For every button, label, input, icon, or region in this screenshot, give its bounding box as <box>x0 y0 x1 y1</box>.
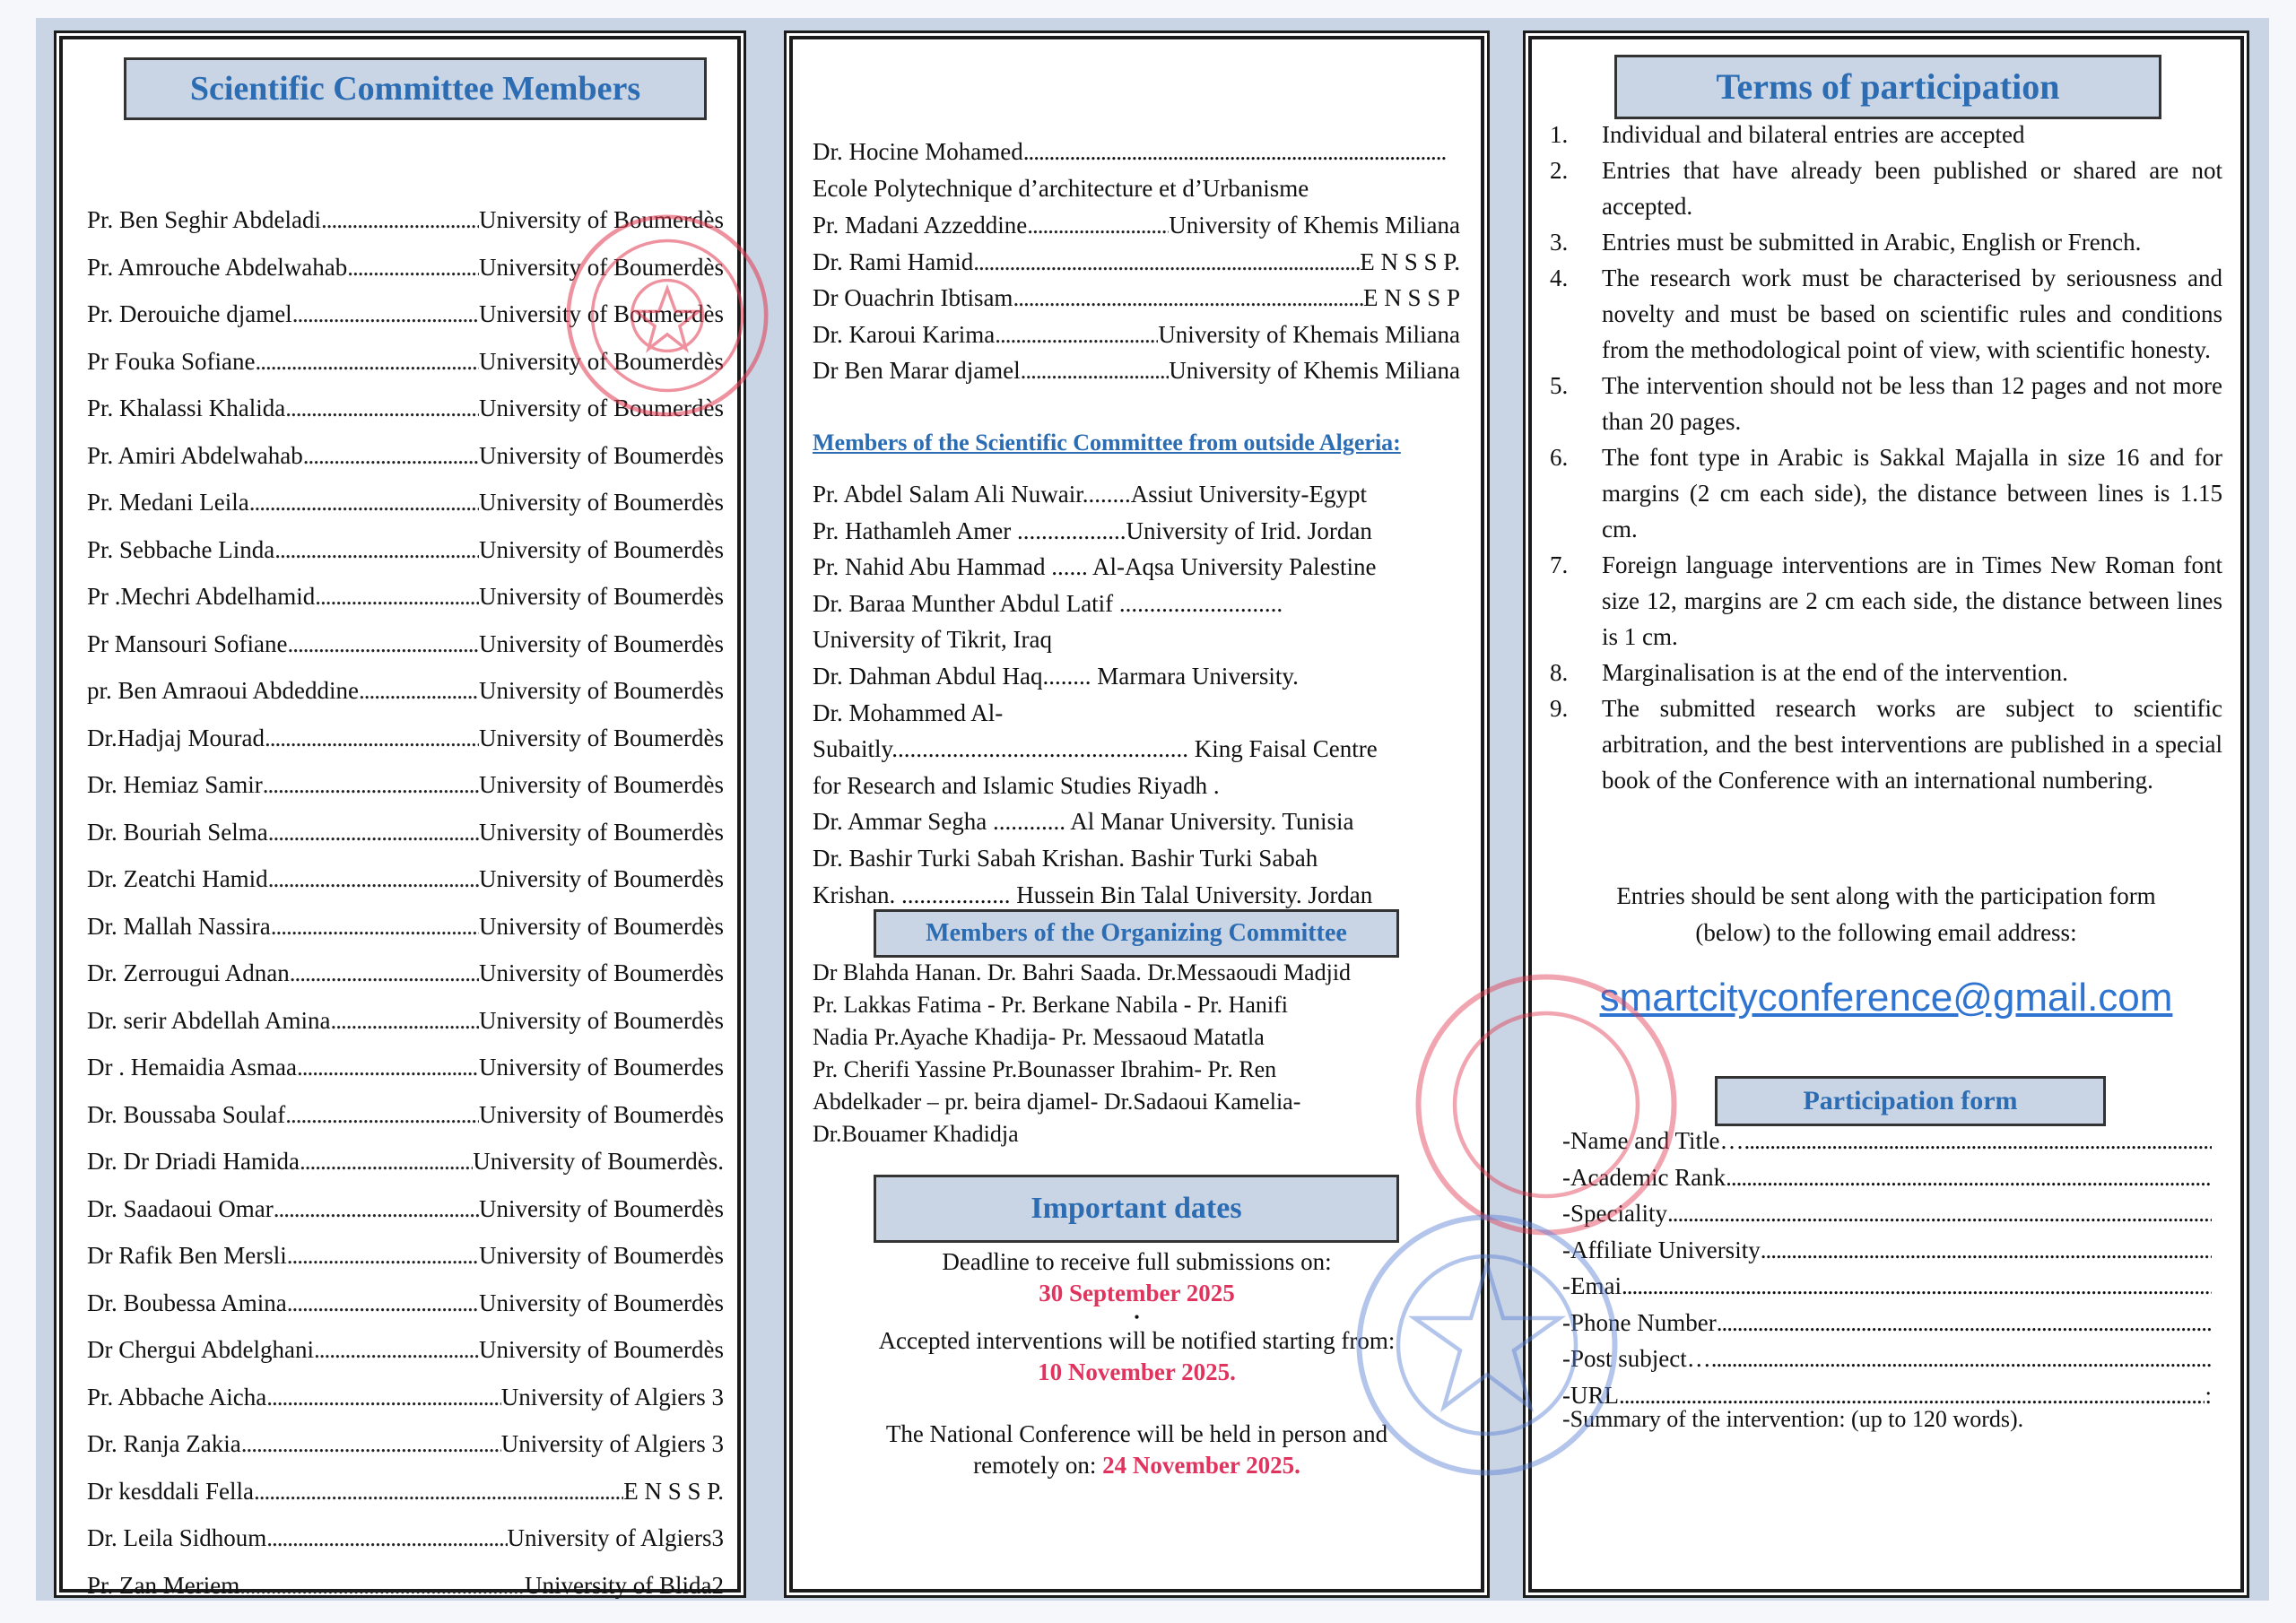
member-affiliation: University of Boumerdès <box>479 959 724 986</box>
member-affiliation: University of Boumerdès. <box>473 1148 724 1175</box>
member-name: Dr Ouachrin Ibtisam <box>813 284 1013 311</box>
member-name: Dr Rafik Ben Mersli <box>87 1242 287 1269</box>
member-name: Dr Chergui Abdelghani <box>87 1336 314 1363</box>
member-affiliation: University of Boumerdès <box>479 489 724 516</box>
form-field-blank[interactable] <box>1744 1123 2213 1159</box>
member-affiliation: University of Boumerdès <box>479 629 724 657</box>
member-name: Dr. Saadaoui Omar <box>87 1194 274 1222</box>
conference-date: 24 November 2025. <box>1102 1452 1300 1479</box>
member-affiliation: University of Boumerdès <box>479 912 724 940</box>
dot-leader <box>265 723 479 753</box>
member-name: Pr Fouka Sofiane <box>87 347 256 375</box>
member-row <box>87 1382 724 1412</box>
outside-member-line: Dr. Mohammed Al- <box>813 699 1004 726</box>
member-row <box>87 864 724 894</box>
entries-note <box>1532 881 2240 949</box>
term-text: The font type in Arabic is Sakkal Majalla in size 16 and for margins (2 cm each side), the distance between lines is 1.15 cm. <box>1602 444 2222 542</box>
member-name: Pr. Khalassi Khalida <box>87 395 286 421</box>
dot-leader <box>241 1428 501 1459</box>
member-affiliation: University of Boumerdes <box>479 1054 724 1081</box>
dot-leader <box>321 204 479 235</box>
form-field-label: -Phone Number <box>1562 1308 1717 1336</box>
dot-leader <box>292 299 479 329</box>
dot-leader <box>995 319 1158 350</box>
form-field-blank[interactable] <box>1711 1341 2212 1376</box>
member-name: Dr. Boussaba Soulaf <box>87 1100 286 1128</box>
term-text: Foreign language interventions are in Times New Roman font size 12, margins are 2 cm each side, the distance between lines is 1 cm. <box>1602 551 2222 650</box>
member-affiliation: University of Boumerdès <box>479 1194 724 1222</box>
dot-leader <box>290 958 479 988</box>
organizing-member-line: Pr. Cherifi Yassine Pr.Bounasser Ibrahim- Pr. Ren <box>813 1056 1277 1082</box>
term-number: 1. <box>1550 121 1569 148</box>
member-name: Pr .Mechri Abdelhamid <box>87 583 316 610</box>
term-item <box>1550 655 2222 690</box>
form-field-blank[interactable] <box>1667 1195 2212 1231</box>
member-affiliation: University of Boumerdès <box>479 818 724 846</box>
notify-date: 10 November 2025. <box>1038 1358 1236 1385</box>
dot-leader <box>1013 282 1363 313</box>
member-affiliation: University of Boumerdès <box>479 1289 724 1316</box>
term-item <box>1550 152 2222 224</box>
outside-member-line: Subaitly................................................. King Faisal Centre <box>813 735 1378 763</box>
member-row <box>87 1428 724 1459</box>
member-row <box>87 723 724 753</box>
member-row <box>87 817 724 847</box>
member-row <box>87 1240 724 1271</box>
organizing-member-line: Dr.Bouamer Khadidja <box>813 1121 1019 1147</box>
dot-leader <box>285 1099 479 1130</box>
organizing-member-line: Pr. Lakkas Fatima - Pr. Berkane Nabila - Pr. Hanifi <box>813 992 1289 1018</box>
term-number: 2. <box>1550 157 1569 184</box>
form-field[interactable] <box>1562 1268 2212 1304</box>
dot-leader <box>315 581 479 612</box>
form-field-label: -URL <box>1562 1381 1619 1409</box>
term-item <box>1550 690 2222 798</box>
important-dates-title: Important dates <box>874 1175 1399 1243</box>
form-field-label: -Academic Rank <box>1562 1163 1726 1191</box>
dot-leader <box>287 629 479 659</box>
member-name: Dr. Hocine Mohamed <box>813 138 1023 165</box>
form-field-blank[interactable] <box>1717 1305 2212 1341</box>
organizing-committee-title: Members of the Organizing Committee <box>874 909 1399 958</box>
form-field-label: -Post subject… <box>1562 1345 1711 1372</box>
member-row <box>87 487 724 517</box>
member-name: Dr. Bouriah Selma <box>87 818 268 846</box>
form-field-blank[interactable] <box>1622 1268 2212 1304</box>
member-name: Pr. Sebbache Linda <box>87 535 275 563</box>
form-field[interactable] <box>1562 1159 2212 1195</box>
member-affiliation: University of Algiers3 <box>507 1524 724 1551</box>
term-text: Entries that have already been published or shared are not accepted. <box>1602 157 2222 220</box>
dot-leader <box>266 1523 507 1553</box>
term-item <box>1550 224 2222 260</box>
member-affiliation: University of Boumerdès <box>479 347 724 375</box>
member-row <box>87 1288 724 1318</box>
dot-leader <box>249 487 479 517</box>
outside-member-line: Dr. Ammar Segha ............ Al Manar University. Tunisia <box>813 808 1354 836</box>
member-row <box>813 319 1460 350</box>
member-row <box>87 1523 724 1553</box>
member-affiliation: University of Boumerdès <box>479 300 724 327</box>
member-name: Dr. serir Abdellah Amina <box>87 1006 331 1034</box>
member-name: Pr. Abbache Aicha <box>87 1383 267 1410</box>
dot-leader <box>297 1052 479 1082</box>
entries-line-2: (below) to the following email address: <box>1695 919 2077 946</box>
bullet: • <box>1134 1308 1140 1326</box>
dot-leader <box>239 1570 525 1601</box>
dot-leader <box>268 864 479 894</box>
terms-list <box>1550 117 2222 798</box>
member-row <box>87 534 724 565</box>
member-name: Dr. Ranja Zakia <box>87 1430 241 1457</box>
member-row <box>87 1099 724 1130</box>
member-name: Dr. Rami Hamid <box>813 247 974 275</box>
dot-leader <box>266 1382 501 1412</box>
member-row <box>87 1570 724 1601</box>
member-row <box>87 1052 724 1082</box>
term-number: 8. <box>1550 659 1569 686</box>
member-row <box>87 1476 724 1506</box>
member-affiliation: University of Boumerdès <box>479 206 724 233</box>
member-row <box>87 675 724 706</box>
form-field-blank[interactable] <box>1726 1159 2212 1195</box>
form-field-blank[interactable] <box>1761 1232 2212 1268</box>
outside-member-line: Krishan. .................. Hussein Bin Talal University. Jordan <box>813 881 1373 908</box>
member-affiliation: University of Boumerdès <box>479 677 724 704</box>
terms-panel <box>1528 36 2244 1593</box>
dot-leader <box>300 1146 473 1176</box>
dot-leader <box>314 1334 479 1365</box>
member-affiliation: University of Boumerdès <box>479 1006 724 1034</box>
member-row <box>87 581 724 612</box>
term-item <box>1550 547 2222 655</box>
member-affiliation: University of Boumerdès <box>479 1242 724 1269</box>
member-name: Dr. Boubessa Amina <box>87 1289 287 1316</box>
member-name: Pr Mansouri Sofiane <box>87 629 288 657</box>
member-affiliation: Ecole Polytechnique d’architecture et d’Urbanisme <box>813 175 1309 202</box>
dot-leader <box>271 911 479 942</box>
outside-committee-heading: Members of the Scientific Committee from outside Algeria: <box>813 430 1401 456</box>
member-row <box>87 958 724 988</box>
member-name: Pr. Medani Leila <box>87 489 249 516</box>
form-field-label: -Affiliate University <box>1562 1236 1761 1263</box>
outside-member-line: Dr. Baraa Munther Abdul Latif ........................... <box>813 589 1283 617</box>
member-affiliation: University of Boumerdès <box>479 724 724 751</box>
member-row <box>87 911 724 942</box>
member-row <box>87 440 724 471</box>
member-name: Dr. Karoui Karima <box>813 320 996 348</box>
term-item <box>1550 439 2222 547</box>
member-affiliation: University of Khemis Miliana <box>1169 212 1460 239</box>
member-row <box>87 393 724 423</box>
dot-leader <box>1021 355 1170 386</box>
member-name: Pr. Amrouche Abdelwahab <box>87 253 348 281</box>
form-field-end: : <box>2205 1381 2212 1409</box>
member-row <box>813 210 1460 240</box>
member-affiliation: University of Boumerdès <box>479 395 724 421</box>
dot-leader <box>359 675 479 706</box>
member-affiliation: E N S S P <box>1362 284 1460 311</box>
member-name: Pr. Zan Meriem <box>87 1571 240 1599</box>
member-affiliation: University of Boumerdès <box>479 441 724 469</box>
term-item <box>1550 260 2222 368</box>
member-affiliation: University of Boumerdès <box>479 583 724 610</box>
member-affiliation: University of Boumerdès <box>479 1100 724 1128</box>
member-name: Pr. Amiri Abdelwahab <box>87 441 303 469</box>
term-number: 5. <box>1550 372 1569 399</box>
member-name: Dr. Mallah Nassira <box>87 912 271 940</box>
panel-title: Scientific Committee Members <box>124 57 707 120</box>
term-text: Marginalisation is at the end of the intervention. <box>1602 659 2068 686</box>
form-field[interactable] <box>1562 1195 2212 1231</box>
member-affiliation: University of Boumerdès <box>479 865 724 892</box>
member-name: Dr. Zerrougui Adnan <box>87 959 290 986</box>
member-name: Dr kesddali Fella <box>87 1477 254 1505</box>
participation-form-title: Participation form <box>1715 1076 2106 1126</box>
member-row <box>87 299 724 329</box>
member-affiliation: University of Blida2 <box>525 1571 724 1599</box>
form-field[interactable] <box>1562 1123 2212 1159</box>
deadline-date: 30 September 2025 <box>1039 1280 1235 1306</box>
term-text: The submitted research works are subject to scientific arbitration, and the best interventions are published in a special book of the Conference with an international numbering. <box>1602 695 2222 794</box>
form-field[interactable] <box>1562 1305 2212 1341</box>
member-row <box>87 1005 724 1036</box>
member-name: Dr.Hadjaj Mourad <box>87 724 265 751</box>
term-item <box>1550 117 2222 152</box>
member-affiliation: E N S S P. <box>1360 247 1460 275</box>
conference-line-2: remotely on: 24 November 2025. <box>973 1452 1300 1479</box>
member-name: Dr . Hemaidia Asmaa <box>87 1054 297 1081</box>
member-affiliation: University of Khemis Miliana <box>1169 357 1460 384</box>
outside-member-line: University of Tikrit, Iraq <box>813 626 1052 654</box>
member-line: Dr. Hocine Mohamed .................................................................................. <box>813 138 1447 165</box>
member-affiliation: University of Khemais Miliana <box>1158 320 1460 348</box>
member-affiliation: University of Boumerdès <box>479 771 724 798</box>
terms-title: Terms of participation <box>1614 55 2161 119</box>
member-row <box>87 629 724 659</box>
form-field-label: -Speciality <box>1562 1200 1667 1227</box>
term-text: The intervention should not be less than 12 pages and not more than 20 pages. <box>1602 372 2222 435</box>
member-row <box>813 247 1460 277</box>
form-field[interactable] <box>1562 1232 2212 1268</box>
form-field-label: -Emai <box>1562 1272 1622 1299</box>
outside-member-line: Dr. Dahman Abdul Haq........ Marmara University. <box>813 663 1299 690</box>
dot-leader <box>285 393 479 423</box>
member-name: Dr. Dr Driadi Hamida <box>87 1148 300 1175</box>
member-name: Pr. Madani Azzeddine <box>813 212 1028 239</box>
member-name: Dr. Zeatchi Hamid <box>87 865 268 892</box>
form-field-label: -Name and Title… <box>1562 1127 1744 1154</box>
outside-member-line: Pr. Nahid Abu Hammad ...... Al-Aqsa University Palestine <box>813 553 1377 581</box>
member-row <box>813 282 1460 313</box>
term-text: Entries must be submitted in Arabic, English or French. <box>1602 229 2142 256</box>
entries-line-1: Entries should be sent along with the participation form <box>1616 882 2156 909</box>
dot-leader <box>1027 210 1169 240</box>
member-row <box>87 252 724 282</box>
member-row <box>87 346 724 377</box>
member-row <box>87 769 724 800</box>
organizing-member-line: Abdelkader – pr. beira djamel- Dr.Sadaoui Kamelia- <box>813 1089 1301 1115</box>
outside-member-line: for Research and Islamic Studies Riyadh . <box>813 771 1220 799</box>
member-affiliation: University of Algiers 3 <box>500 1430 724 1457</box>
member-affiliation: E N S S P. <box>623 1477 724 1505</box>
dot-leader <box>263 769 479 800</box>
dot-leader <box>347 252 479 282</box>
committee-continued-panel <box>789 36 1484 1593</box>
term-number: 4. <box>1550 265 1569 291</box>
term-number: 6. <box>1550 444 1569 471</box>
deadline-label: Deadline to receive full submissions on: <box>942 1248 1332 1275</box>
member-name: pr. Ben Amraoui Abdeddine <box>87 677 359 704</box>
dot-leader <box>268 817 479 847</box>
member-name: Dr. Leila Sidhoum <box>87 1524 267 1551</box>
member-affiliation: University of Boumerdès <box>479 253 724 281</box>
dot-leader <box>274 1193 479 1224</box>
term-number: 7. <box>1550 551 1569 578</box>
dot-leader <box>255 346 479 377</box>
dot-leader <box>287 1288 479 1318</box>
outside-member-line: Pr. Abdel Salam Ali Nuwair........Assiut University-Egypt <box>813 481 1367 508</box>
member-name: Dr Ben Marar djamel <box>813 357 1021 384</box>
member-affiliation: University of Boumerdès <box>479 535 724 563</box>
notify-label: Accepted interventions will be notified starting from: <box>878 1327 1396 1354</box>
member-row <box>813 355 1460 386</box>
scientific-committee-panel <box>59 36 741 1599</box>
member-row <box>87 1146 724 1176</box>
member-row <box>87 204 724 235</box>
dot-leader <box>303 440 479 471</box>
conference-line-1: The National Conference will be held in person and <box>885 1420 1388 1447</box>
dot-leader <box>254 1476 623 1506</box>
dot-leader <box>287 1240 479 1271</box>
outside-member-line: Pr. Hathamleh Amer ..................University of Irid. Jordan <box>813 516 1372 544</box>
term-text: Individual and bilateral entries are accepted <box>1602 121 2025 148</box>
organizing-member-line: Nadia Pr.Ayache Khadija- Pr. Messaoud Matatla <box>813 1024 1265 1050</box>
term-item <box>1550 368 2222 439</box>
member-affiliation: University of Boumerdès <box>479 1336 724 1363</box>
dot-leader <box>274 534 479 565</box>
member-affiliation: University of Algiers 3 <box>500 1383 724 1410</box>
member-row <box>87 1334 724 1365</box>
term-text: The research work must be characterised by seriousness and novelty and must be based on scientific rules and conditions from the methodological point of view, with scientific honesty. <box>1602 265 2222 363</box>
email-link[interactable]: smartcityconference@gmail.com <box>1599 976 2173 1020</box>
summary-label: -Summary of the intervention: (up to 120 words). <box>1562 1406 2024 1432</box>
member-name: Pr. Derouiche djamel <box>87 300 292 327</box>
member-name: Pr. Ben Seghir Abdeladi <box>87 206 321 233</box>
dot-leader <box>330 1005 479 1036</box>
organizing-member-line: Dr Blahda Hanan. Dr. Bahri Saada. Dr.Messaoudi Madjid <box>813 959 1352 985</box>
term-number: 9. <box>1550 695 1569 722</box>
dot-leader <box>973 247 1360 277</box>
term-number: 3. <box>1550 229 1569 256</box>
member-name: Dr. Hemiaz Samir <box>87 771 263 798</box>
outside-member-line: Dr. Bashir Turki Sabah Krishan. Bashir Turki Sabah <box>813 845 1318 872</box>
member-row <box>87 1193 724 1224</box>
deadline-block <box>793 1246 1481 1481</box>
form-field[interactable] <box>1562 1341 2212 1376</box>
